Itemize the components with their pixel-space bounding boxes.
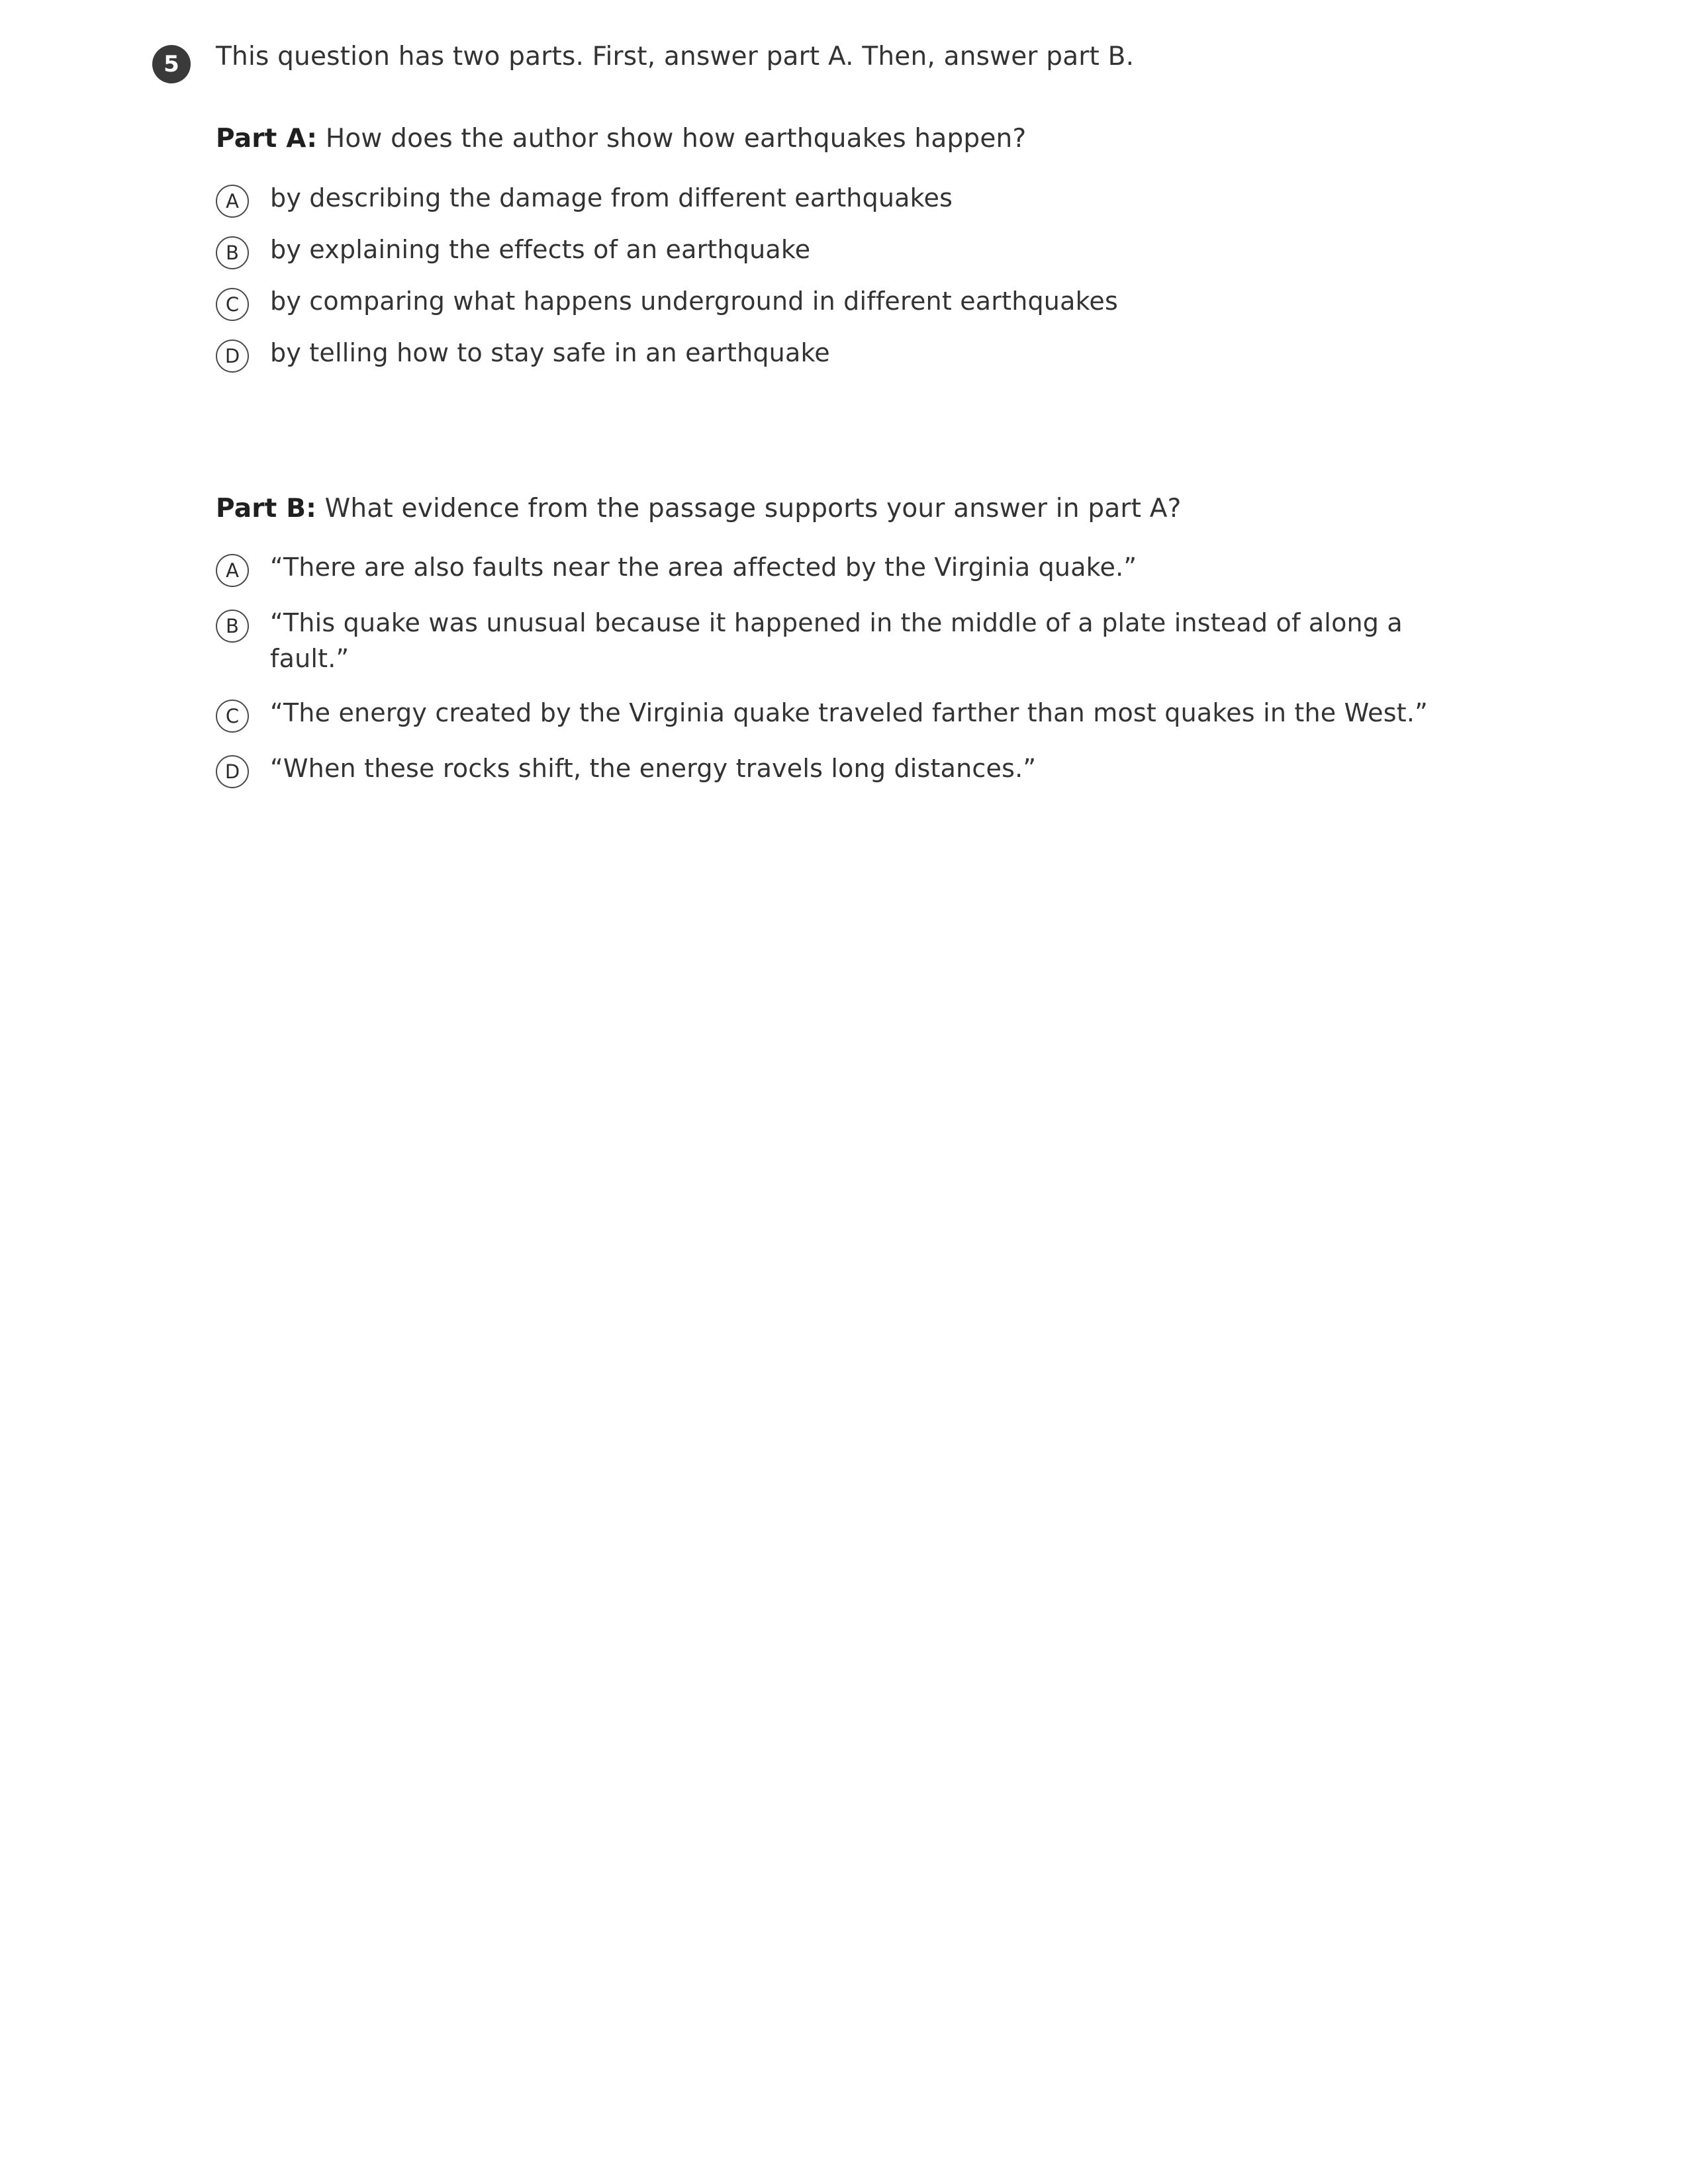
question-5 (152, 40, 1496, 807)
part-b-question-text: What evidence from the passage supports your answer in part A? (324, 493, 1182, 523)
choice-letter-bubble[interactable]: C (216, 288, 249, 321)
choice-letter-bubble[interactable]: B (216, 610, 249, 643)
choice-text: by describing the damage from different earthquakes (270, 183, 953, 212)
choice-option[interactable] (216, 606, 1496, 677)
section-spacer (152, 387, 1496, 453)
choice-option[interactable] (216, 181, 1496, 218)
choice-text: by comparing what happens underground in different earthquakes (270, 286, 1119, 316)
part-b-prompt (216, 490, 1354, 528)
choice-option[interactable] (216, 284, 1496, 321)
choice-text: “The energy created by the Virginia quake traveled farther than most quakes in the West.” (270, 698, 1429, 727)
question-header (152, 40, 1496, 83)
choice-letter-bubble[interactable]: A (216, 185, 249, 218)
choice-letter-bubble[interactable]: A (216, 554, 249, 587)
choice-letter-bubble[interactable]: D (216, 755, 249, 788)
choice-text: by explaining the effects of an earthquake (270, 234, 811, 264)
choice-text: by telling how to stay safe in an earthquake (270, 338, 830, 367)
choice-option[interactable] (216, 696, 1496, 733)
part-a-question-text: How does the author show how earthquakes happen? (325, 124, 1027, 154)
choice-letter-bubble[interactable]: B (216, 236, 249, 269)
choice-option[interactable] (216, 751, 1496, 788)
question-intro-text: This question has two parts. First, answer part A. Then, answer part B. (216, 42, 1135, 71)
part-a-prompt (216, 120, 1354, 158)
choice-option[interactable] (216, 336, 1496, 373)
choice-text: “This quake was unusual because it happened in the middle of a plate instead of along a fault.” (270, 608, 1403, 674)
part-a-choices (216, 181, 1496, 373)
choice-text: “When these rocks shift, the energy travels long distances.” (270, 754, 1037, 783)
choice-letter-bubble[interactable]: C (216, 700, 249, 733)
part-a-label: Part A: (216, 124, 318, 154)
question-number-badge: 5 (152, 45, 191, 83)
choice-text: “There are also faults near the area affected by the Virginia quake.” (270, 553, 1137, 582)
choice-option[interactable] (216, 232, 1496, 269)
choice-option[interactable] (216, 550, 1496, 587)
part-b-choices (216, 550, 1496, 788)
part-b-label: Part B: (216, 493, 317, 523)
choice-letter-bubble[interactable]: D (216, 340, 249, 373)
